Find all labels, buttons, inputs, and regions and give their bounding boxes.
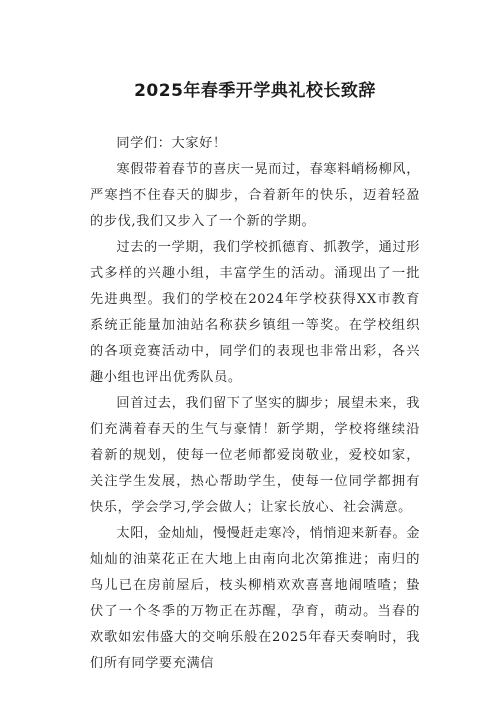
paragraph-greeting: 同学们：大家好！ — [116, 136, 227, 151]
paragraph-winter-break: 寒假带着春节的喜庆一晃而过，春寒料峭杨柳风，严寒挡不住春天的脚步，合着新年的快乐，迈着轻盈的步伐,我们又步入了一个新的学期。 — [90, 162, 420, 229]
document-title: 2025年春季开学典礼校长致辞 — [134, 81, 376, 101]
paragraph-new-semester: 回首过去，我们留下了坚实的脚步；展望未来，我们充满着春天的生气与豪情！新学期，学校将继续沿着新的规划，使每一位老师都爱岗敬业，爱校如家，关注学生发展，热心帮助学生，使每一位同学都拥有快乐，学会学习,学会做人；让家长放心、社会满意。 — [90, 396, 420, 515]
paragraph-spring: 太阳，金灿灿，慢慢赶走寒冷，悄悄迎来新春。金灿灿的油菜花正在大地上由南向北次第推进；南归的鸟儿已在房前屋后，枝头柳梢欢欢喜喜地闹喳喳；蛰伏了一个冬季的万物正在苏醒，孕育，萌动。当春的欢歌如宏伟盛大的交响乐般在2025年春天奏响时，我们所有同学要充满信 — [90, 526, 420, 671]
document-body — [90, 131, 420, 677]
paragraph-past-semester: 过去的一学期，我们学校抓德育、抓教学，通过形式多样的兴趣小组，丰富学生的活动。涌现出了一批先进典型。我们的学校在2024年学校获得XX市教育系统正能量加油站名称获乡镇组一等奖。在学校组织的各项竞赛活动中，同学们的表现也非常出彩，各兴趣小组也评出优秀队员。 — [90, 240, 420, 385]
